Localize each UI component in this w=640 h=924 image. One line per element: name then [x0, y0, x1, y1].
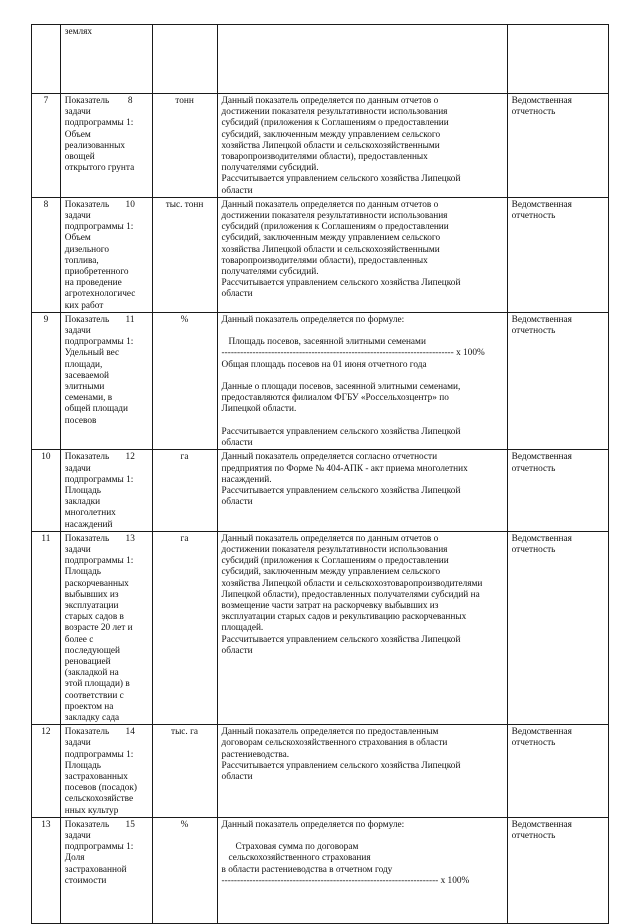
method-line: области: [221, 645, 253, 656]
method-line: Данный показатель определяется по предоставленным: [221, 727, 439, 738]
indicator-line: засеваемой: [64, 370, 109, 381]
row-number: 10: [41, 452, 51, 463]
indicator-line: Показатель 10: [64, 199, 135, 210]
method-cell: [217, 25, 507, 94]
method-line: Площадь посевов, засеянной элитными семенами: [221, 337, 426, 348]
row-number: 11: [41, 533, 51, 544]
method-line: области: [221, 497, 253, 508]
table-row: [32, 817, 609, 923]
indicator-line: Площадь: [64, 760, 102, 771]
indicator-line: подпрограммы 1:: [64, 337, 134, 348]
source-line: Ведомственная: [511, 727, 572, 738]
method-line: сельскохозяйственного страхования: [221, 853, 371, 864]
source-line: отчетность: [511, 211, 556, 222]
row-number: 9: [43, 314, 49, 325]
indicator-cell: [60, 450, 152, 531]
source-cell: [507, 25, 608, 94]
indicator-line: возрасте 20 лет и: [64, 623, 133, 634]
method-line: хозяйства Липецкой области и сельскохозяйственными: [221, 140, 440, 151]
method-line: Страховая сумма по договорам: [221, 842, 359, 853]
indicator-line: задачи: [64, 738, 91, 749]
indicator-line: Площадь: [64, 567, 102, 578]
method-line: [222, 416, 503, 427]
unit-label: %: [180, 819, 189, 830]
method-line: Данный показатель определяется по формуле:: [221, 819, 405, 830]
unit-cell: [152, 197, 217, 312]
method-line: Данный показатель определяется по формуле:: [221, 314, 405, 325]
method-line: [222, 831, 503, 842]
table-row: [32, 450, 609, 531]
row-number-cell: [32, 25, 61, 94]
method-line: Рассчитывается управлением сельского хозяйства Липецкой: [221, 760, 461, 771]
source-line: отчетность: [511, 544, 556, 555]
indicator-line: этой площади) в: [64, 679, 130, 690]
table-row: [32, 531, 609, 724]
source-line: отчетность: [511, 463, 556, 474]
indicator-line: реализованных: [64, 140, 125, 151]
method-line: [222, 371, 503, 382]
source-line: отчетность: [511, 107, 556, 118]
method-line: субсидий, заключенным между управлением сельского: [221, 233, 441, 244]
method-line: Рассчитывается управлением сельского хозяйства Липецкой: [221, 634, 461, 645]
method-line: области: [221, 771, 253, 782]
method-line: получателями субсидий.: [221, 163, 319, 174]
source-line: отчетность: [511, 738, 556, 749]
indicator-line: Показатель 11: [64, 314, 135, 325]
indicator-line: задачи: [64, 326, 91, 337]
method-line: хозяйства Липецкой области и сельскохозяйственными: [221, 244, 440, 255]
method-line: возмещение части затрат на раскорчевку выбывших из: [221, 600, 439, 611]
source-line: Ведомственная: [511, 199, 572, 210]
method-line: предприятия по Форме № 404-АПК - акт приема многолетних: [221, 463, 468, 474]
indicator-line: задачи: [64, 463, 91, 474]
row-number: 13: [41, 819, 51, 830]
indicators-table-body: [32, 25, 609, 924]
table-row: [32, 312, 609, 449]
indicator-line: дизельного: [64, 244, 110, 255]
method-line: Липецкой области), предоставленных получателями субсидий на: [221, 589, 480, 600]
indicator-line: овощей: [64, 152, 95, 163]
source-cell: [507, 817, 608, 923]
row-number-cell: [32, 94, 61, 198]
indicator-cell: [60, 817, 152, 923]
indicator-cell: [60, 94, 152, 198]
indicators-table: [31, 24, 609, 924]
source-cell: [507, 312, 608, 449]
method-line: эксплуатации старых садов и рекультивацию раскорчеванных: [221, 612, 467, 623]
method-line: области: [221, 438, 253, 449]
method-line: Данный показатель определяется согласно отчетности: [221, 452, 438, 463]
method-line: достижении показателя результативности использования: [221, 544, 448, 555]
indicator-line: подпрограммы 1:: [64, 556, 134, 567]
indicator-line: подпрограммы 1:: [64, 842, 134, 853]
method-cell: [217, 725, 507, 818]
unit-label: га: [180, 533, 189, 544]
source-line: Ведомственная: [511, 533, 572, 544]
row-number-cell: [32, 312, 61, 449]
source-line: [512, 27, 604, 38]
indicator-line: выбывших из: [64, 589, 119, 600]
method-line: Рассчитывается управлением сельского хозяйства Липецкой: [221, 278, 461, 289]
unit-label: тыс. тонн: [165, 199, 204, 210]
row-number-cell: [32, 817, 61, 923]
method-cell: [217, 817, 507, 923]
method-cell: [217, 531, 507, 724]
source-line: Ведомственная: [511, 314, 572, 325]
row-number: [45, 27, 47, 37]
indicator-line: задачи: [64, 544, 91, 555]
indicator-line: Показатель 8: [64, 96, 133, 106]
indicator-line: Показатель 13: [64, 533, 135, 544]
indicator-line: Площадь: [64, 485, 102, 496]
indicator-line: Показатель 12: [64, 452, 135, 463]
method-line: области: [221, 185, 253, 196]
indicator-line: посевов: [64, 415, 97, 426]
method-line: в области растениеводства в отчетном году: [221, 864, 393, 875]
unit-cell: [152, 25, 217, 94]
indicator-line: проектом на: [64, 701, 114, 712]
source-line: Ведомственная: [511, 96, 572, 106]
indicator-cell: [60, 531, 152, 724]
indicator-cell: [60, 312, 152, 449]
method-line: хозяйства Липецкой области и сельскохозтоваропроизводителями: [221, 578, 483, 589]
indicator-line: задачи: [64, 211, 91, 222]
row-number-cell: [32, 531, 61, 724]
method-line: получателями субсидий.: [221, 267, 319, 278]
indicator-cell: [60, 197, 152, 312]
source-line: отчетность: [511, 326, 556, 337]
table-row: [32, 725, 609, 818]
table-row: [32, 197, 609, 312]
indicator-line: Показатель 15: [64, 819, 135, 830]
indicator-line: задачи: [64, 107, 91, 118]
indicator-line: ких работ: [64, 300, 104, 311]
method-line: Рассчитывается управлением сельского хозяйства Липецкой: [221, 426, 461, 437]
indicator-line: подпрограммы 1:: [64, 222, 134, 233]
table-row: [32, 25, 609, 94]
method-line: Данный показатель определяется по данным отчетов о: [221, 96, 439, 106]
method-line: Данный показатель определяется по данным отчетов о: [221, 199, 439, 210]
indicator-line: Объем: [64, 233, 91, 244]
indicator-cell: [60, 725, 152, 818]
indicator-line: на проведение: [64, 278, 122, 289]
source-cell: [507, 450, 608, 531]
method-cell: [217, 312, 507, 449]
unit-label: тыс. га: [171, 727, 199, 738]
indicator-line: застрахованной: [64, 864, 127, 875]
method-line: ---------------------------------------------------------------------- х 100%: [221, 875, 470, 886]
method-line: достижении показателя результативности использования: [221, 211, 448, 222]
method-line: предоставляются филиалом ФГБУ «Россельхозцентр» по: [221, 393, 449, 404]
unit-cell: [152, 94, 217, 198]
unit-label: га: [180, 452, 189, 463]
indicator-line: стоимости: [64, 875, 107, 886]
row-number-cell: [32, 450, 61, 531]
indicator-cell: [60, 25, 152, 94]
indicator-line: эксплуатации: [64, 600, 119, 611]
indicator-line: соответствии с: [64, 690, 124, 701]
method-cell: [217, 197, 507, 312]
indicator-line: подпрограммы 1:: [64, 749, 134, 760]
method-line: [222, 326, 503, 337]
method-cell: [217, 450, 507, 531]
unit-label: %: [180, 314, 189, 325]
indicator-line: насаждений: [64, 519, 113, 530]
indicator-line: подпрограммы 1:: [64, 118, 134, 129]
indicator-line: агротехнологичес: [64, 289, 136, 300]
method-line: Рассчитывается управлением сельского хозяйства Липецкой: [221, 174, 461, 185]
method-line: Рассчитывается управлением сельского хозяйства Липецкой: [221, 485, 461, 496]
method-line: насаждений.: [221, 474, 272, 485]
unit-cell: [152, 725, 217, 818]
source-cell: [507, 725, 608, 818]
indicator-line: закладки: [64, 497, 101, 508]
unit-cell: [152, 817, 217, 923]
indicator-line: земляx: [64, 27, 93, 37]
unit-cell: [152, 531, 217, 724]
indicator-line: Доля: [64, 853, 85, 864]
row-number-cell: [32, 725, 61, 818]
indicator-line: семенами, в: [64, 393, 113, 404]
method-line: субсидий, заключенным между управлением сельского: [221, 129, 441, 140]
indicator-line: закладку сада: [64, 712, 120, 723]
method-line: Общая площадь посевов на 01 июня отчетного года: [221, 359, 427, 370]
source-cell: [507, 197, 608, 312]
source-cell: [507, 531, 608, 724]
indicator-line: задачи: [64, 831, 91, 841]
indicator-line: общей площади: [64, 404, 128, 415]
method-line: субсидий (приложения к Соглашениям о предоставлении: [221, 556, 449, 567]
indicator-line: застрахованных: [64, 771, 128, 782]
indicator-line: площади,: [64, 359, 103, 370]
method-line: [222, 27, 503, 38]
indicator-line: более с: [64, 634, 94, 645]
indicator-line: топлива,: [64, 255, 99, 266]
method-line: субсидий, заключенным между управлением сельского: [221, 567, 441, 578]
method-line: Данные о площади посевов, засеянной элитными семенами,: [221, 382, 461, 393]
indicator-line: последующей: [64, 645, 120, 656]
method-line: субсидий (приложения к Соглашениям о предоставлении: [221, 222, 449, 233]
indicator-line: многолетних: [64, 508, 116, 519]
indicator-line: сельскохозяйстве: [64, 794, 134, 805]
unit-label: [183, 27, 185, 37]
method-cell: [217, 94, 507, 198]
method-line: Липецкой области.: [221, 404, 297, 415]
method-line: товаропроизводителями области), предоставленных: [221, 255, 428, 266]
source-line: отчетность: [511, 831, 556, 841]
row-number: 8: [43, 199, 49, 210]
method-line: товаропроизводителями области), предоставленных: [221, 152, 428, 163]
source-line: Ведомственная: [511, 819, 572, 830]
indicator-line: (закладкой на: [64, 668, 119, 679]
row-number: 12: [41, 727, 51, 738]
source-line: Ведомственная: [511, 452, 572, 463]
indicator-line: подпрограммы 1:: [64, 474, 134, 485]
method-line: --------------------------------------------------------------------------- х 100%: [221, 348, 485, 359]
indicator-line: раскорчеванных: [64, 578, 129, 589]
method-line: договорам сельскохозяйственного страхования в области: [221, 738, 448, 749]
indicator-line: Удельный вес: [64, 348, 120, 359]
unit-label: тонн: [175, 96, 194, 106]
row-number-cell: [32, 197, 61, 312]
indicator-line: Показатель 14: [64, 727, 135, 738]
indicator-line: элитными: [64, 382, 105, 393]
unit-cell: [152, 450, 217, 531]
method-line: растениеводства.: [221, 749, 290, 760]
indicator-line: реновацией: [64, 656, 111, 667]
indicator-line: приобретенного: [64, 267, 129, 278]
method-line: субсидий (приложения к Соглашениям о предоставлении: [221, 118, 449, 129]
method-line: Данный показатель определяется по данным отчетов о: [221, 533, 439, 544]
indicator-line: нных культур: [64, 805, 119, 816]
method-line: области: [221, 289, 253, 300]
method-line: площадей.: [221, 623, 264, 634]
indicator-line: посевов (посадок): [64, 783, 138, 794]
indicator-line: старых садов в: [64, 612, 124, 623]
table-row: [32, 94, 609, 198]
unit-cell: [152, 312, 217, 449]
indicator-line: Объем: [64, 129, 91, 140]
indicator-line: открытого грунта: [64, 163, 135, 174]
source-cell: [507, 94, 608, 198]
row-number: 7: [43, 96, 49, 106]
method-line: достижении показателя результативности использования: [221, 107, 448, 118]
